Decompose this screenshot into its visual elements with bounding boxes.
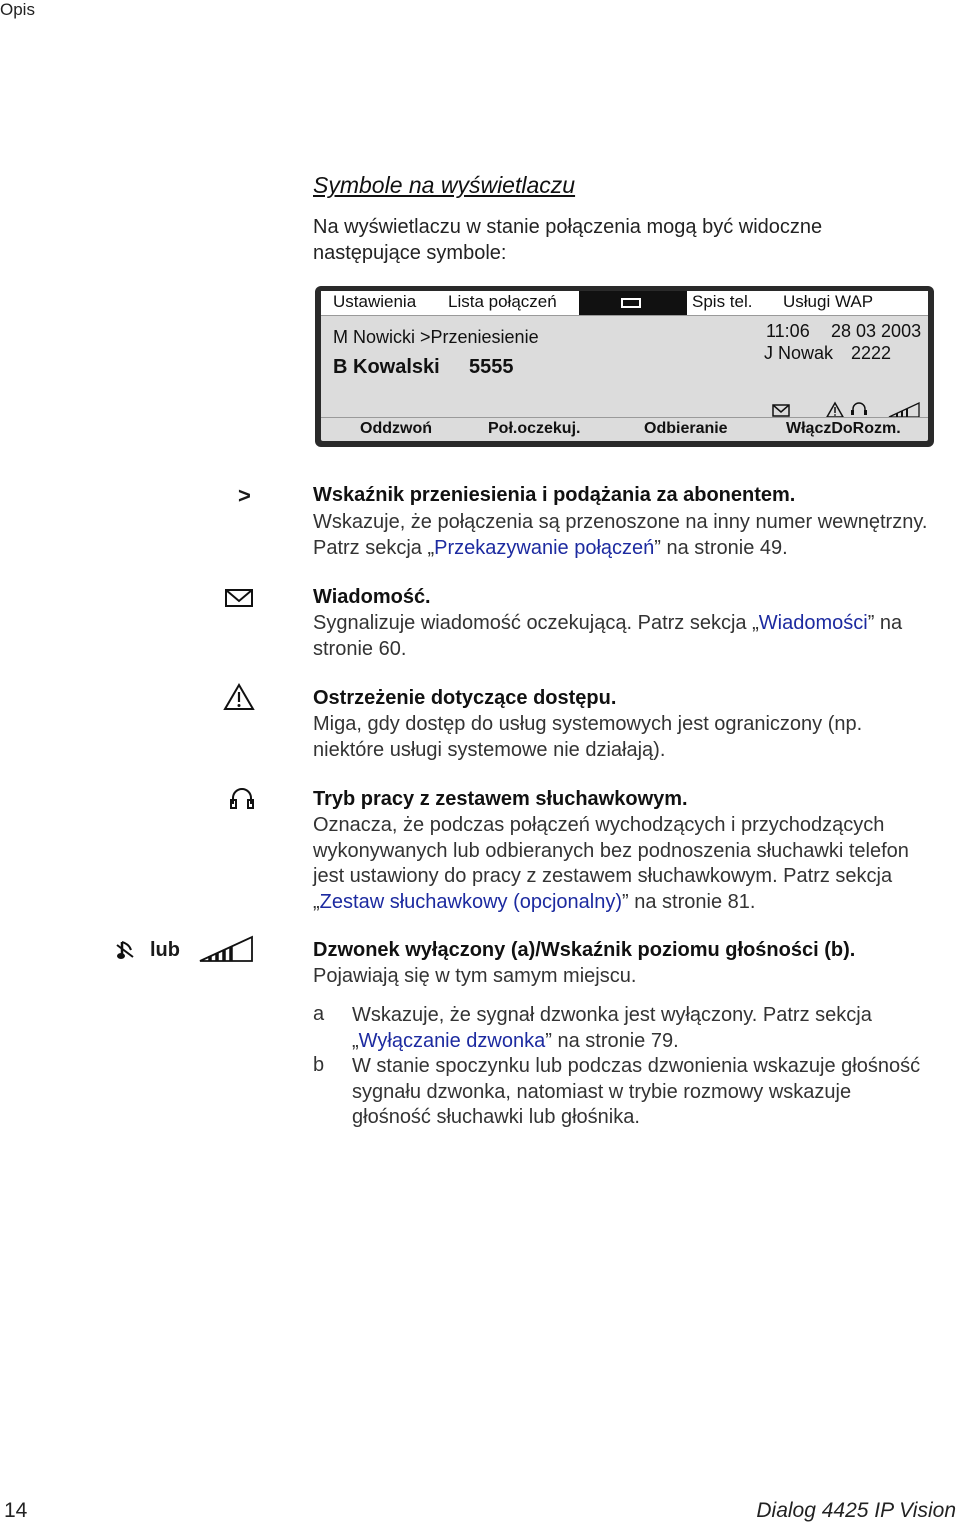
headset-line-1: Oznacza, że podczas połączeń wychodzących i przychodzących bbox=[313, 814, 885, 836]
transfer-ref-post: ” na stronie 49. bbox=[654, 536, 788, 559]
phone-display-illustration bbox=[315, 286, 934, 447]
ringer-sub-b-label: b bbox=[313, 1054, 325, 1076]
transfer-line-2 bbox=[313, 536, 953, 562]
headset-line-4 bbox=[313, 890, 953, 916]
ringer-sub-b-text bbox=[352, 1054, 957, 1131]
transfer-description bbox=[313, 510, 953, 561]
headset-ref-post: ” na stronie 81. bbox=[622, 890, 756, 913]
message-title: Wiadomość. bbox=[313, 586, 431, 608]
volume-level-indicator-icon bbox=[198, 935, 254, 963]
display-menu-bar bbox=[321, 291, 928, 316]
section-intro bbox=[313, 214, 913, 266]
message-ref-pre: Sygnalizuje wiadomość oczekującą. Patrz sekcja „ bbox=[313, 612, 759, 634]
display-line-2-name: B Kowalski bbox=[333, 356, 440, 378]
ringer-a-line-1: Wskazuje, że sygnał dzwonka jest wyłączony. Patrz sekcja bbox=[352, 1004, 872, 1026]
ringer-ref-pre: „ bbox=[352, 1029, 359, 1052]
message-envelope-icon bbox=[224, 587, 254, 609]
envelope-icon bbox=[773, 405, 789, 416]
headset-line-2: wykonywanych lub odbieranych bez podnoszenia słuchawki telefon bbox=[313, 839, 909, 862]
ringer-b-line-2: sygnału dzwonka, natomiast w trybie rozmowy wskazuje bbox=[352, 1080, 852, 1103]
display-screen bbox=[321, 291, 928, 441]
link-messages[interactable]: Wiadomości bbox=[758, 612, 868, 634]
display-remote-number: 2222 bbox=[851, 343, 892, 363]
link-call-forwarding[interactable]: Przekazywanie połączeń bbox=[434, 536, 655, 559]
headset-ref-pre: „ bbox=[313, 890, 320, 913]
message-line-1 bbox=[313, 611, 953, 637]
ringer-b-line-3: głośność słuchawki lub głośnika. bbox=[352, 1106, 640, 1128]
key-icon bbox=[621, 298, 641, 308]
ringer-sub-a-label: a bbox=[313, 1003, 325, 1025]
headset-icon bbox=[851, 403, 867, 415]
display-remote-name: J Nowak bbox=[764, 343, 834, 363]
message-line-2: stronie 60. bbox=[313, 637, 407, 660]
menu-item-phonebook: Spis tel. bbox=[692, 292, 753, 311]
transfer-line-1: Wskazuje, że połączenia są przenoszone na inny numer wewnętrzny. bbox=[313, 511, 928, 533]
softkey-callback: Oddzwoń bbox=[360, 420, 432, 437]
section-header-label: Opis bbox=[0, 0, 35, 19]
ringer-description: Pojawiają się w tym samym miejscu. bbox=[313, 965, 637, 987]
link-headset[interactable]: Zestaw słuchawkowy (opcjonalny) bbox=[319, 890, 623, 913]
transfer-ref-pre: Patrz sekcja „ bbox=[313, 536, 435, 559]
headset-title: Tryb pracy z zestawem słuchawkowym. bbox=[313, 788, 688, 810]
menu-key-indicator bbox=[579, 291, 687, 315]
warning-description bbox=[313, 712, 953, 763]
warning-title: Ostrzeżenie dotyczące dostępu. bbox=[313, 687, 617, 709]
softkey-answer: Odbieranie bbox=[644, 420, 728, 437]
softkey-hold: Poł.oczekuj. bbox=[488, 420, 581, 437]
ringer-off-icon bbox=[115, 939, 135, 963]
section-title: Symbole na wyświetlaczu bbox=[313, 172, 576, 198]
softkey-join: WłączDoRozm. bbox=[786, 420, 901, 437]
transfer-title: Wskaźnik przeniesienia i podążania za abonentem. bbox=[313, 484, 796, 506]
ringer-title: Dzwonek wyłączony (a)/Wskaźnik poziomu głośności (b). bbox=[313, 939, 856, 961]
link-ringer-off[interactable]: Wyłączanie dzwonka bbox=[358, 1029, 546, 1052]
message-description bbox=[313, 611, 953, 662]
volume-level-icon bbox=[889, 403, 919, 417]
transfer-symbol: > bbox=[238, 483, 251, 508]
display-time: 11:06 bbox=[766, 321, 810, 341]
menu-item-settings: Ustawienia bbox=[333, 292, 417, 311]
page-number: 14 bbox=[4, 1499, 28, 1522]
warning-line-1: Miga, gdy dostęp do usług systemowych jest ograniczony (np. bbox=[313, 713, 863, 735]
warning-line-2: niektóre usługi systemowe nie działają). bbox=[313, 738, 666, 761]
warning-icon bbox=[827, 403, 843, 417]
menu-item-wap: Usługi WAP bbox=[783, 292, 874, 311]
headset-description bbox=[313, 813, 953, 915]
display-date: 28 03 2003 bbox=[831, 321, 922, 341]
display-line-2-number: 5555 bbox=[469, 356, 514, 378]
headset-mode-icon bbox=[228, 786, 256, 814]
display-softkeys bbox=[321, 417, 928, 441]
ringer-a-line-2 bbox=[352, 1029, 957, 1055]
or-label: lub bbox=[150, 939, 180, 961]
ringer-ref-post: ” na stronie 79. bbox=[545, 1029, 679, 1052]
ringer-b-line-1: W stanie spoczynku lub podczas dzwonienia wskazuje głośność bbox=[352, 1055, 921, 1077]
headset-line-3: jest ustawiony do pracy z zestawem słuchawkowym. Patrz sekcja bbox=[313, 865, 893, 887]
display-line-1: M Nowicki >Przeniesienie bbox=[333, 327, 539, 347]
intro-line-2: następujące symbole: bbox=[313, 242, 507, 264]
product-name: Dialog 4425 IP Vision bbox=[756, 1499, 956, 1522]
intro-line-1: Na wyświetlaczu w stanie połączenia mogą być widoczne bbox=[313, 216, 823, 238]
access-warning-icon bbox=[223, 683, 255, 711]
menu-item-call-list: Lista połączeń bbox=[448, 292, 557, 311]
message-ref-post: ” na bbox=[867, 612, 903, 634]
ringer-sub-a-text bbox=[352, 1003, 957, 1054]
